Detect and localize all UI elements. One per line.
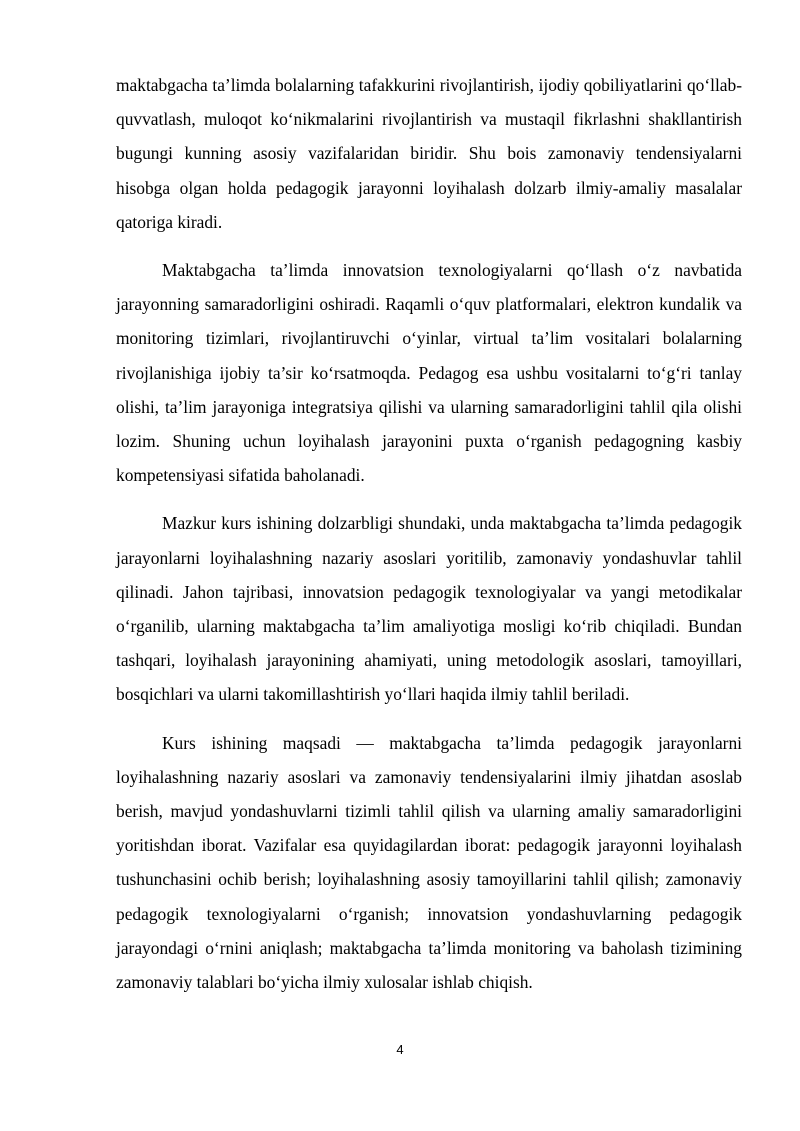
paragraph-innovative-technologies: Maktabgacha ta’limda innovatsion texnologiyalarni qo‘llash o‘z navbatida jarayonning samaradorligini oshiradi. Raqamli o‘quv platformalari, elektron kundalik va monitoring tizimlari, rivojlantiruvchi o‘yinlar, virtual ta’lim vositalari bolalarning rivojlanishiga ijobiy ta’sir ko‘rsatmoqda. Pedagog esa ushbu vositalarni to‘g‘ri tanlay olishi, ta’lim jarayoniga integratsiya qilishi va ularning samaradorligini tahlil qila olishi lozim. Shuning uchun loyihalash jarayonini puxta o‘rganish pedagogning kasbiy kompetensiyasi sifatida baholanadi. — [116, 260, 742, 486]
paragraph-continuation: maktabgacha ta’limda bolalarning tafakkurini rivojlantirish, ijodiy qobiliyatlarini qo‘llab-quvvatlash, muloqot ko‘nikmalarini rivojlantirish va mustaqil fikrlashni shakllantirish bugungi kunning asosiy vazifalaridan biridir. Shu bois zamonaviy tendensiyalarni hisobga olgan holda pedagogik jarayonni loyihalash dolzarb ilmiy-amaliy masalalar qatoriga kiradi. — [116, 75, 742, 232]
page-number: 4 — [396, 1042, 404, 1057]
document-body — [116, 68, 742, 1013]
paragraph-relevance: Mazkur kurs ishining dolzarbligi shundaki, unda maktabgacha ta’limda pedagogik jarayonlarni loyihalashning nazariy asoslari yoritilib, zamonaviy yondashuvlar tahlil qilinadi. Jahon tajribasi, innovatsion pedagogik texnologiyalar va yangi metodikalar o‘rganilib, ularning maktabgacha ta’lim amaliyotiga mosligi ko‘rib chiqiladi. Bundan tashqari, loyihalash jarayonining ahamiyati, uning metodologik asoslari, tamoyillari, bosqichlari va ularni takomillashtirish yo‘llari haqida ilmiy tahlil beriladi. — [116, 513, 742, 705]
paragraph-aim-and-tasks: Kurs ishining maqsadi — maktabgacha ta’limda pedagogik jarayonlarni loyihalashning nazariy asoslari va zamonaviy tendensiyalarini ilmiy jihatdan asoslab berish, mavjud yondashuvlarni tizimli tahlil qilish va ularning amaliy samaradorligini yoritishdan iborat. Vazifalar esa quyidagilardan iborat: pedagogik jarayonni loyihalash tushunchasini ochib berish; loyihalashning asosiy tamoyillarini tahlil qilish; zamonaviy pedagogik texnologiyalarni o‘rganish; innovatsion yondashuvlarning pedagogik jarayondagi o‘rnini aniqlash; maktabgacha ta’limda monitoring va baholash tizimining zamonaviy talablari bo‘yicha ilmiy xulosalar ishlab chiqish. — [116, 732, 742, 993]
